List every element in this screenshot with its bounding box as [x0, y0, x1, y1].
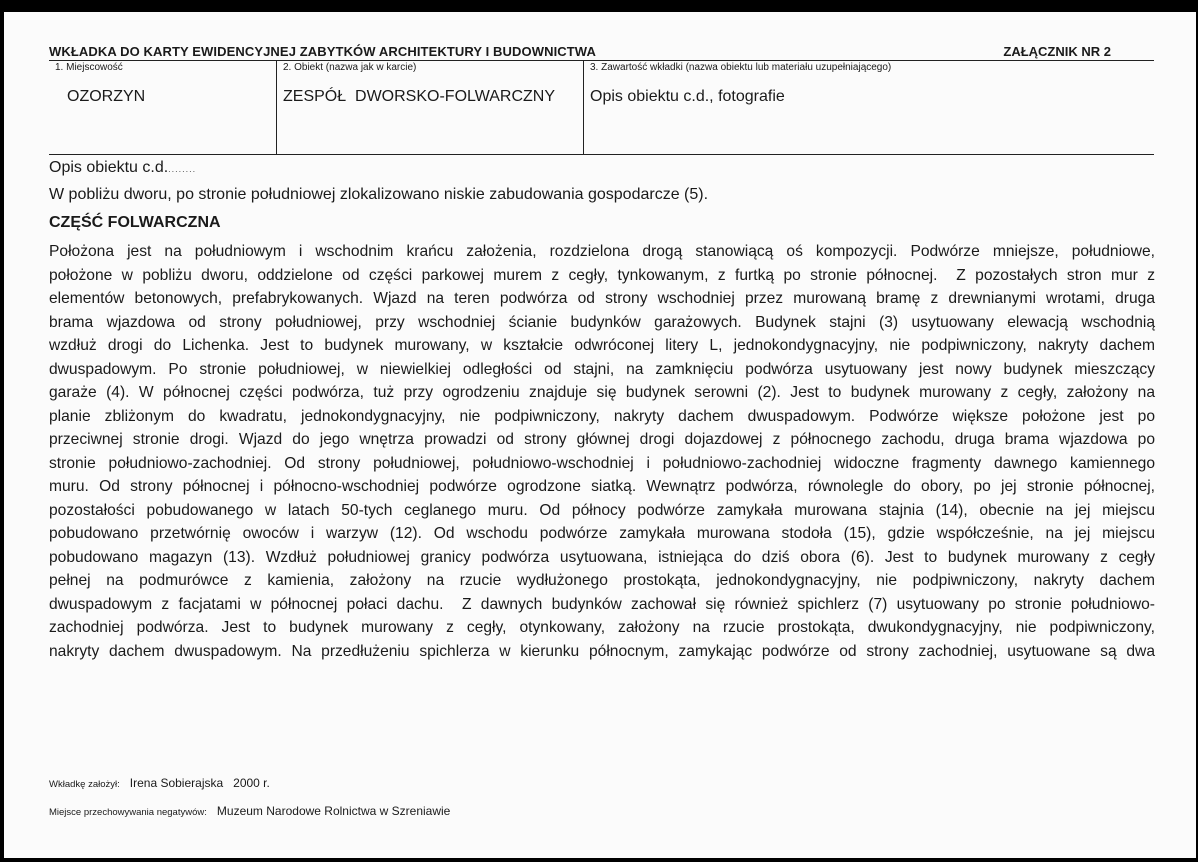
body-line: muru. Od strony północnej i północno-wschodniej podwórze ogrodzone siatką. Wewnątrz podwórza, równolegle do obory, po jej stronie północnej, [49, 478, 1155, 495]
section-title [49, 159, 196, 177]
body-line: brama wjazdowa od strony południowej, przy wschodniej ścianie budynków garażowych. Budynek stajni (3) usytuowany elewacją wschodnią [49, 313, 1155, 331]
body-line: pobudowano przetwórnię owoców i warzyw (12). Od wschodu podwórze zamykała murowana stodoła (15), gdzie współcześnie, na jej miejscu [49, 525, 1155, 542]
field-object [276, 61, 582, 154]
body-line: elementów betonowych, prefabrykowanych. Wjazd na teren podwórza od strony wschodniej przez murowaną bramę z drewnianymi wrotami, druga [49, 290, 1155, 307]
part-heading: CZĘŚĆ FOLWARCZNA [49, 214, 221, 231]
body-line: garaże (4). W północnej części podwórza, tuż przy ogrodzeniu znajduje się budynek serowni (2). Jest to budynek murowany z cegły, założony na [49, 384, 1155, 401]
document-title: WKŁADKA DO KARTY EWIDENCYJNEJ ZABYTKÓW ARCHITEKTURY I BUDOWNICTWA [49, 44, 596, 59]
body-line: nakryty dachem dwuspadowym. Na przedłużeniu spichlerza w kierunku północnym, zamykając podwórze od strony zachodniej, usytuowane są dwa [49, 642, 1155, 660]
field-contents-value: Opis obiektu c.d., fotografie [590, 88, 785, 105]
footer-storage-label: Miejsce przechowywania negatywów: [49, 807, 207, 818]
footer-author [49, 776, 270, 790]
body-line: zachodniej podwórza. Jest to budynek murowany z cegły, otynkowany, założony na rzucie prostokąta, dwukondygnacyjny, nie podpiwniczony, [49, 619, 1155, 636]
body-line: pełnej na podmurówce z kamienia, założony na rzucie wydłużonego prostokąta, jednokondygnacyjny, nie podpiwniczony, nakryty dachem [49, 572, 1155, 589]
footer-author-value: Irena Sobierajska 2000 r. [129, 776, 270, 790]
footer-author-label: Wkładkę założył: [49, 779, 120, 790]
intro-paragraph: W pobliżu dworu, po stronie południowej zlokalizowano niskie zabudowania gospodarcze (5). [49, 186, 709, 203]
field-object-value: ZESPÓŁ DWORSKO-FOLWARCZNY [283, 88, 556, 105]
section-title-text: Opis obiektu c.d. [49, 159, 169, 176]
footer-storage-value: Muzeum Narodowe Rolnictwa w Szreniawie [216, 804, 451, 818]
footer-storage [49, 804, 450, 818]
field-locality [49, 61, 274, 154]
body-line: przeciwnej stronie drogi. Wjazd do jego wnętrza prowadzi od strony głównej drogi dojazdowej z północnego zachodu, druga brama wjazdowa po [49, 431, 1155, 448]
body-line: Położona jest na południowym i wschodnim krańcu założenia, rozdzielona drogą stanowiącą oś kompozycji. Podwórze mniejsze, południowe, [49, 243, 1155, 260]
field-contents [583, 61, 1159, 154]
fields-divider [49, 154, 1154, 155]
body-line: pozostałości pobudowanego w latach 50-tych ceglanego muru. Od północy podwórze zamykała murowana stajnia (14), obecnie na jej miejscu [49, 501, 1155, 519]
document-sheet [4, 12, 1196, 858]
body-line: pobudowano magazyn (13). Wzdłuż południowej granicy podwórza usytuowana, istniejąca do dziś obora (6). Jest to budynek murowany z cegły [49, 548, 1155, 566]
appendix-label: ZAŁĄCZNIK NR 2 [1003, 44, 1111, 59]
field-locality-label: 1. Miejscowość [55, 62, 123, 73]
field-object-label: 2. Obiekt (nazwa jak w karcie) [283, 62, 417, 73]
body-line: położone w pobliżu dworu, oddzielone od części parkowej murem z cegły, tynkowanym, z furtką po stronie północnej. Z pozostałych stron mur z [49, 266, 1155, 284]
body-line: dwuspadowym. Po stronie południowej, w niewielkiej odległości od stajni, na zamknięciu podwórza usytuowany jest nowy budynek mieszczący [49, 360, 1155, 378]
body-text [49, 240, 1155, 663]
body-line: wzdłuż drogi do Lichenka. Jest to budynek murowany, w kształcie odwróconej litery L, jednokondygnacyjny, nie podpiwniczony, nakryty dachem [49, 337, 1155, 354]
field-locality-value: OZORZYN [67, 88, 146, 105]
body-line: planie zbliżonym do kwadratu, jednokondygnacyjny, nie podpiwniczony, nakryty dachem dwuspadowym. Podwórze większe położone jest po [49, 407, 1155, 425]
field-contents-label: 3. Zawartość wkładki (nazwa obiektu lub materiału uzupełniającego) [590, 62, 892, 73]
section-title-dots: ........ [168, 164, 197, 174]
body-line: dwuspadowym z facjatami w północnej połaci dachu. Z dawnych budynków zachował się również spichlerz (7) usytuowany po stronie południowo- [49, 595, 1155, 613]
body-line: stronie południowo-zachodniej. Od strony południowej, południowo-wschodniej i południowo-zachodniej widoczne fragmenty dawnego kamiennego [49, 454, 1155, 472]
